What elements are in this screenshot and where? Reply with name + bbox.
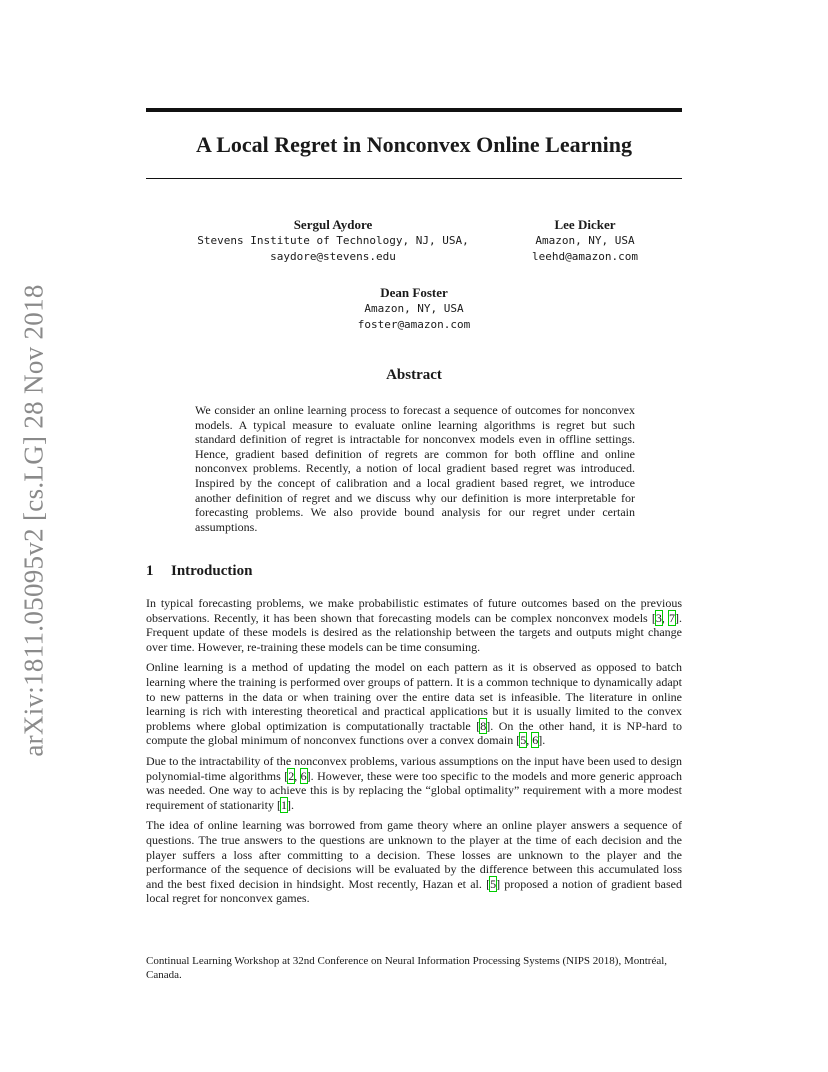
citation-link[interactable]: 3	[655, 610, 662, 625]
paragraph	[146, 818, 682, 906]
citation-link[interactable]: 1	[280, 797, 287, 812]
author-email: leehd@amazon.com	[532, 250, 638, 263]
abstract-heading: Abstract	[386, 367, 442, 383]
paragraph	[146, 660, 682, 748]
paragraph-text: ].	[286, 797, 294, 812]
citation-link[interactable]: 5	[490, 876, 497, 891]
footnote: Continual Learning Workshop at 32nd Conference on Neural Information Processing Systems (NIPS 2018), Montréal, Canada.	[146, 955, 668, 981]
title-rule-top	[146, 108, 682, 112]
paragraph	[146, 596, 682, 654]
author-name: Sergul Aydore	[293, 217, 373, 232]
abstract-text: We consider an online learning process to forecast a sequence of outcomes for nonconvex models. A typical measure to evaluate online learning algorithms is regret but such standard definition of regret is intractable for nonconvex models even in offline settings. Hence, gradient based definition of regrets are common for both offline and online nonconvex problems. Recently, a notion of local gradient based regret was introduced. Inspired by the concept of calibration and a local gradient based regret, we introduce another definition of regret and we discuss why our definition is more interpretable for forecasting problems. We also provide bound analysis for our regret under certain assumptions.	[195, 403, 635, 534]
author-block	[328, 285, 500, 333]
section-title: Introduction	[171, 563, 253, 579]
author-name: Lee Dicker	[554, 217, 616, 232]
citation-link[interactable]: 5	[520, 733, 527, 748]
introduction-body	[146, 596, 682, 912]
paragraph	[146, 754, 682, 812]
arxiv-identifier-text: arXiv:1811.05095v2 [cs.LG] 28 Nov 2018	[18, 284, 49, 757]
citation-link[interactable]: 6	[300, 768, 307, 783]
paper-title: A Local Regret in Nonconvex Online Learning	[196, 132, 632, 157]
paragraph-text: The idea of online learning was borrowed from game theory where an online player answers a sequence of questions. The true answers to the questions are unknown to the player at the time of each decision and the player suffers a loss after committing to a decision. These losses are unknown to the player and the performance of the sequence of decisions will be evaluated by the difference between this accumulated loss and the best fixed decision in hindsight. Most recently, Hazan et al. [	[146, 818, 682, 891]
citation-link[interactable]: 6	[532, 733, 539, 748]
citation-link[interactable]: 7	[669, 610, 675, 625]
paragraph-text: ]. However, these were too specific to the models and more generic approach was needed. One way to achieve this is by replacing the “global optimality” requirement with a more modest requirement of stationarity [	[146, 768, 683, 812]
author-affiliation: Stevens Institute of Technology, NJ, USA,	[197, 234, 469, 247]
paragraph-text: Online learning is a method of updating the model on each pattern as it is observed as opposed to batch learning where the training is performed over groups of pattern. It is a common technique to dynamically adapt to new patterns in the data or when training over the entire data set is infeasible. The literature in online learning is rich with interesting theoretical and practical applications but it is usually limited to the convex problems where global optimization is computationally tractable [	[146, 660, 682, 733]
paragraph-text: ] proposed a notion of gradient based local regret for nonconvex games.	[146, 876, 682, 906]
author-affiliation: Amazon, NY, USA	[535, 234, 635, 247]
citation-link[interactable]: 8	[480, 718, 487, 733]
author-block	[512, 217, 658, 265]
author-name: Dean Foster	[380, 285, 448, 300]
paragraph-text: ]. On the other hand, it is NP-hard to compute the global minimum of nonconvex functions over a convex domain [	[146, 718, 682, 748]
author-block	[180, 217, 486, 265]
paragraph-text: ].	[538, 733, 546, 748]
paragraph-text: ,	[294, 768, 301, 783]
author-email: saydore@stevens.edu	[270, 250, 396, 263]
author-email: foster@amazon.com	[357, 318, 471, 331]
paragraph-text: In typical forecasting problems, we make probabilistic estimates of future outcomes based on the previous observations. Recently, it has been shown that forecasting models can be complex nonconvex models [	[146, 596, 682, 625]
citation-link[interactable]: 2	[288, 768, 295, 783]
section-heading	[146, 563, 682, 580]
title-rule-bottom	[146, 178, 682, 179]
paragraph-text: ,	[526, 733, 533, 748]
paragraph-text: ]. Frequent update of these models is desired as the relationship between the targets and outputs might change over time. However, re-training these models can be time consuming.	[146, 610, 682, 654]
section-number: 1	[146, 563, 154, 579]
author-affiliation: Amazon, NY, USA	[364, 302, 464, 315]
paragraph-text: Due to the intractability of the nonconvex problems, various assumptions on the input have been used to design polynomial-time algorithms [	[146, 753, 682, 783]
arxiv-identifier	[20, 283, 48, 758]
paragraph-text: ,	[661, 610, 669, 625]
